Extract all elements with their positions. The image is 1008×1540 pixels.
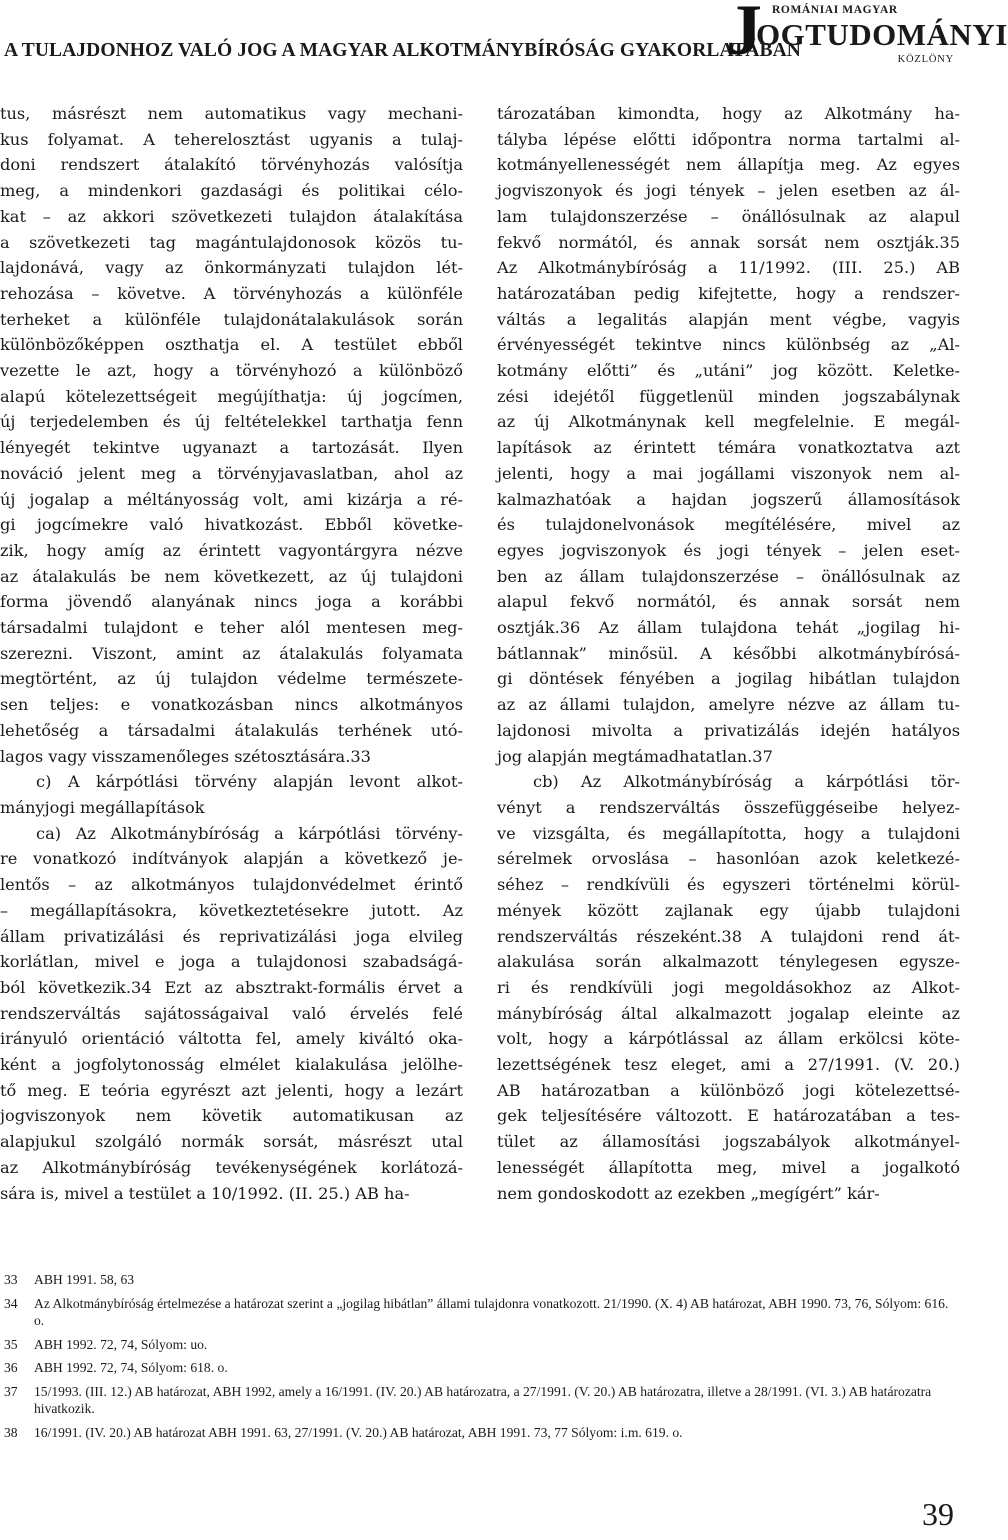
text-line: rehozása – követve. A törvényhozás a különféle — [0, 283, 463, 303]
text-line: gek teljesítésére változott. E határozatában a tes- — [497, 1106, 960, 1126]
text-line: nem gondoskodott az ezekben „megígért” kár- — [497, 1183, 880, 1203]
text-line: megtörtént, az új tulajdon védelme természete- — [0, 669, 463, 689]
text-line: szerezni. Viszont, amint az átalakulás folyamata — [0, 643, 463, 663]
text-line: bátlannak” minősül. A későbbi alkotmánybírósá- — [497, 643, 960, 663]
text-line: AB határozatban a különböző jogi kötelezettsé- — [497, 1080, 960, 1100]
text-line: Az Alkotmánybíróság a 11/1992. (III. 25.) AB — [497, 258, 960, 278]
text-line: jelenti, hogy a mai jogállami viszonyok nem al- — [497, 463, 960, 483]
text-line: gi döntések fényében a jogilag hibátlan tulajdon — [497, 669, 960, 689]
text-line: forma jövendő alanyának nincs joga a korábbi — [0, 592, 463, 612]
text-line: volt, hogy a kárpótlással az állam erkölcsi köte- — [497, 1029, 960, 1049]
footnote-text: ABH 1992. 72, 74, Sólyom: 618. o. — [34, 1360, 228, 1375]
text-line: doni rendszert átalakító törvényhozás valósítja — [0, 155, 463, 175]
text-line: különbözőképpen oszthatja el. A testület ebből — [0, 335, 463, 355]
right-text-column — [497, 101, 960, 1206]
text-line: új jogalap a méltányosság volt, ami kizárja a ré- — [0, 489, 463, 509]
text-line: az Alkotmánybíróság tevékenységének korlátozá- — [0, 1157, 463, 1177]
footnote-number: 36 — [4, 1360, 18, 1375]
footnote — [4, 1271, 956, 1289]
text-line: sérelmek orvoslása – hasonlóan azok keletkezé- — [497, 849, 960, 869]
text-line: lapítások az érintett témára vonatkoztatva azt — [497, 438, 960, 458]
text-line: lényegét tekintve ugyanazt a tartozását. Ilyen — [0, 438, 463, 458]
text-line: ri és rendkívüli jogi megoldásokhoz az Alkot- — [497, 977, 960, 997]
footnote — [4, 1424, 956, 1442]
left-text-column — [0, 101, 463, 1206]
text-line: mányjogi megállapítások — [0, 797, 205, 817]
text-line: alapú kötelezettségeit megújíthatja: új jogcímen, — [0, 386, 463, 406]
text-line: – megállapításokra, következtetésekre jutott. Az — [0, 900, 463, 920]
text-line: alapul fekvő normától, és annak sorsát nem — [497, 592, 960, 612]
footnote-text: Az Alkotmánybíróság értelmezése a határozat szerint a „jogilag hibátlan” állami tulajdonra vonatkozott. 21/1990. (X. 4) AB határozat, ABH 1990. 73, 76, Sólyom: 616. o. — [34, 1295, 949, 1328]
logo-sub-text: KÖZLÖNY — [897, 54, 954, 65]
text-line: zik, hogy amíg az érintett vagyontárgyra nézve — [0, 540, 463, 560]
logo-initial: J — [726, 0, 762, 70]
text-line: re vonatkozó indítványok alapján a következő je- — [0, 849, 463, 869]
text-line: mánybíróság által alkalmazott jogalap eleinte az — [497, 1003, 960, 1023]
text-line: kotmányellenességét nem állapítja meg. Az egyes — [497, 155, 960, 175]
text-line: társadalmi tulajdont e teher alól mentesen meg- — [0, 618, 463, 638]
text-line: lagos vagy visszamenőleges szétosztására.33 — [0, 746, 371, 766]
text-line: séhez – rendkívüli és egyszeri történelmi körül- — [497, 875, 960, 895]
text-line: ca) Az Alkotmánybíróság a kárpótlási törvény- — [36, 823, 463, 843]
journal-logo — [726, 0, 1008, 70]
text-line: jogviszonyok és jogi tények – jelen esetben az ál- — [497, 181, 960, 201]
text-line: váltás a legalitás alapján ment végbe, vagyis — [497, 309, 960, 329]
page-header — [0, 0, 1008, 84]
text-line: új terjedelemben és új feltételekkel tarthatja fenn — [0, 412, 463, 432]
text-line: határozatában pedig kifejtette, hogy a rendszer- — [497, 283, 960, 303]
footnote-text: 16/1991. (IV. 20.) AB határozat ABH 1991. 63, 27/1991. (V. 20.) AB határozat, ABH 1991. 73, 77 Sólyom: i.m. 619. o. — [34, 1424, 683, 1440]
text-line: tület az államosítási jogszabályok alkotmányel- — [497, 1132, 960, 1152]
text-line: a szövetkezeti tag magántulajdonosok közös tu- — [0, 232, 463, 252]
text-line: tő meg. E teória egyrészt azt jelenti, hogy a lezárt — [0, 1080, 463, 1100]
footnote — [4, 1336, 956, 1354]
text-line: egyes jogviszonyok és jogi tények – jelen eset- — [497, 540, 960, 560]
text-line: jog alapján megtámadhatatlan.37 — [497, 746, 773, 766]
text-line: korlátlan, mivel e joga a tulajdonosi szabadságá- — [0, 952, 463, 972]
footnote — [4, 1383, 956, 1418]
footnote — [4, 1359, 956, 1377]
footnote-number: 35 — [4, 1336, 18, 1352]
text-line: nováció jelent meg a törvényjavaslatban, ahol az — [0, 463, 463, 483]
text-line: lam tulajdonszerzése – önállósulnak az alapul — [497, 206, 960, 226]
footnote-number: 34 — [4, 1295, 18, 1311]
text-line: zési idejétől függetlenül minden jogszabálynak — [497, 386, 960, 406]
text-line: lezettségének tesz eleget, ami a 27/1991. (V. 20.) — [497, 1055, 960, 1075]
text-line: vényt a rendszerváltás összefüggéseibe helyez- — [497, 797, 960, 817]
text-line: lenességét állapította meg, mivel a jogalkotó — [497, 1157, 960, 1177]
footnotes — [4, 1271, 956, 1447]
text-line: kalmazhatóak a hajdan jogszerű államosítások — [497, 489, 960, 509]
text-line: ben az állam tulajdonszerzése – önállósulnak az — [497, 566, 960, 586]
text-line: vezette le azt, hogy a törvényhozó a különböző — [0, 361, 463, 381]
text-line: alapjukul szolgáló normák sorsát, másrészt utal — [0, 1132, 463, 1152]
text-line: ból következik.34 Ezt az absztrakt-formális érvet a — [0, 977, 463, 997]
text-line: érvényességét tekintve nincs különbség az „Al- — [497, 335, 960, 355]
logo-main-text: OGTUDOMÁNYI — [756, 17, 1008, 52]
text-line: terheket a különféle tulajdonátalakulások során — [0, 309, 463, 329]
text-line: meg, a mindenkori gazdasági és politikai célo- — [0, 181, 463, 201]
text-line: tályba lépése előtti időpontra norma tartalmi al- — [497, 129, 960, 149]
text-line: sára is, mivel a testület a 10/1992. (II. 25.) AB ha- — [0, 1183, 410, 1203]
text-line: ként a jogfolytonosság elmélet kialakulása jelölhe- — [0, 1055, 463, 1075]
text-line: ve vizsgálta, és megállapította, hogy a tulajdoni — [497, 823, 960, 843]
text-line: lajdonosi mivolta a privatizálás idején hatályos — [497, 720, 960, 740]
text-line: az az állami tulajdon, amelyre nézve az állam tu- — [497, 695, 960, 715]
text-line: mények között zajlanak egy újabb tulajdoni — [497, 900, 960, 920]
text-line: az átalakulás be nem következett, az új tulajdoni — [0, 566, 463, 586]
text-line: alakulása során alkalmazott ténylegesen egysze- — [497, 952, 960, 972]
text-line: tus, másrészt nem automatikus vagy mechani- — [0, 104, 463, 123]
text-line: kotmány előtti” és „utáni” jog között. Keletke- — [497, 361, 960, 381]
footnote-text: ABH 1992. 72, 74, Sólyom: uo. — [34, 1336, 208, 1352]
text-line: az új Alkotmánynak kell megfelelnie. E megál- — [497, 412, 960, 432]
text-line: sen teljes: e vonatkozásban nincs alkotmányos — [0, 695, 463, 715]
text-line: gi jogcímekre való hivatkozást. Ebből követke- — [0, 515, 463, 535]
running-title: A TULAJDONHOZ VALÓ JOG A MAGYAR ALKOTMÁNYBÍRÓSÁG GYAKORLATÁBAN — [4, 40, 801, 61]
text-line: cb) Az Alkotmánybíróság a kárpótlási tör- — [533, 772, 960, 792]
text-line: irányuló orientáció váltotta fel, amely kiváltó oka- — [0, 1029, 463, 1049]
text-line: és tulajdonelvonások megítélésére, mivel az — [497, 515, 960, 535]
logo-top-text: ROMÁNIAI MAGYAR — [772, 4, 898, 16]
text-line: rendszerváltás részeként.38 A tulajdoni rend át- — [497, 926, 960, 946]
text-line: lajdonává, vagy az önkormányzati tulajdon lét- — [0, 258, 463, 278]
text-line: lehetőség a társadalmi átalakulás terhének utó- — [0, 720, 463, 740]
text-line: fekvő normától, és annak sorsát nem osztják.35 — [497, 232, 960, 252]
text-line: osztják.36 Az állam tulajdona tehát „jogilag hi- — [497, 618, 960, 638]
text-line: jogviszonyok nem követik automatikusan az — [0, 1106, 463, 1126]
text-line: kat – az akkori szövetkezeti tulajdon átalakítása — [0, 206, 463, 226]
text-line: rendszerváltás sajátosságaival való érvelés felé — [0, 1003, 463, 1023]
text-line: lentős – az alkotmányos tulajdonvédelmet érintő — [0, 875, 463, 895]
footnote-number: 37 — [4, 1383, 18, 1399]
footnote — [4, 1295, 956, 1330]
text-line: kus folyamat. A teherelosztást ugyanis a tulaj- — [0, 129, 463, 149]
footnote-number: 38 — [4, 1424, 18, 1440]
text-line: tározatában kimondta, hogy az Alkotmány ha- — [497, 104, 960, 123]
text-line: állam privatizálási és reprivatizálási joga elvileg — [0, 926, 463, 946]
footnote-number: 33 — [4, 1272, 18, 1287]
page-number: 39 — [922, 1496, 954, 1532]
footnote-text: 15/1993. (III. 12.) AB határozat, ABH 1992, amely a 16/1991. (IV. 20.) AB határozatra, a 27/1991. (V. 20.) AB határozatra, illetve a 28/1991. (VI. 3.) AB határozatra hivatkozik. — [34, 1383, 932, 1416]
text-line: c) A kárpótlási törvény alapján levont alkot- — [36, 772, 463, 792]
footnote-text: ABH 1991. 58, 63 — [34, 1272, 135, 1287]
